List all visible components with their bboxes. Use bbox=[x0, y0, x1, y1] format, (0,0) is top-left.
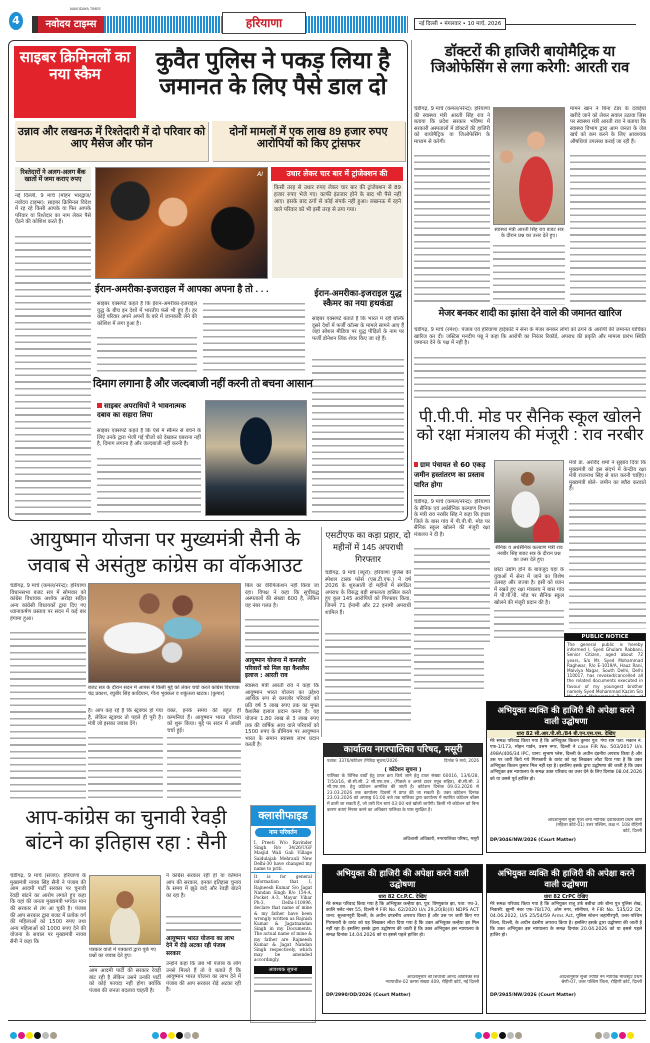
tan-dot bbox=[50, 1032, 57, 1039]
color-registration-marks bbox=[595, 1024, 635, 1043]
sainik-headline: पी.पी.पी. मोड पर सैनिक स्कूल खोलने को रक्षा मंत्रालय की मंजूरी : राव नरबीर bbox=[416, 408, 644, 445]
congress-mlas-photo bbox=[88, 583, 241, 683]
proclamation-notice-2 bbox=[322, 864, 483, 1014]
story4-headline: दिमाग लगाना है और जल्दबाजी नहीं करनी तो बचना आसान bbox=[93, 378, 313, 390]
saini-text-1: चंडीगढ़, 9 मार्च (संजय): हरियाणा के मुख्यमंत्री नायब सिंह सैनी ने पंजाब की आम आदमी पार्टी सरकार पर चुनावी रेवड़ी बांटने का आरोप लगाते हुए कहा कि वहां की जनता मुख्यमंत्री भगवंत मान की सरकार से तंग आ चुकी है। पंजाब की आप सरकार द्वारा बजट में प्रत्येक वर्ग की महिलाओं को 1500 रुपए तथा अन्य महिलाओं को 1000 रुपए देने की योजना के सवाल पर मुख्यमंत्री नायब सैनी ने कहा कि bbox=[10, 873, 86, 945]
tender-meta bbox=[324, 757, 482, 765]
ayushman-text-5: स्वास्थ्य मंत्री आरती राव ने कहा कि आयुष्मान भारत योजना का उद्देश्य आर्थिक रूप से कमजोर परिवारों को प्रति वर्ष 5 लाख रुपए तक का मुफ्त कैशलैस इलाज प्रदान करना है। यह योजना 1.80 लाख से 3 लाख रुपए तक की वार्षिक आय वाले परिवारों को 1500 रुपए के प्रीमियम पर आयुष्मान भारत के समान स्वास्थ्य लाभ प्रदान करती है। bbox=[245, 683, 319, 749]
ayushman-headline: आयुष्मान योजना पर मुख्यमंत्री सैनी के जवाब से असंतुष्ट कांग्रेस का वॉकआउट bbox=[27, 529, 303, 577]
notice-2-title: अभियुक्त की हाजिरी की अपेक्षा करने वाली उद्घोषणा bbox=[323, 865, 482, 893]
notice-1-title: अभियुक्त व्यक्ति की हाजिरी की अपेक्षा करने वाली उद्घोषणा bbox=[487, 702, 645, 730]
story3-headline: ईरान-अमरीका-इजराइल युद्ध स्कैमर का नया हथकंडा bbox=[314, 288, 402, 308]
saini-text-4: उन्होंने कहा कि जब भी पंजाब के लोग उनसे मिलते हैं तो वे बताते हैं कि आयुष्मान भारत योजना का लाभ देने में पंजाब की आप सरकार रोड़े अटका रही है। bbox=[166, 961, 241, 994]
notice-3-text: मेरे समक्ष परिवाद किया गया है कि अभियुक्त राजू उर्फ बबीचा उर्फ बौना पुत्र पुलिस शेख, निवासी: झुग्गी नंबर एफ-78/170, ओम नगर, सोनीपत, ने FIR No. 535/22 Dt. 04.06.2022, U/S 25/54/59 Arms Act, पुलिस स्टेशन जहांगीरपुरी, उत्तर-पश्चिम जिला, दिल्ली, के अधीन दंडनीय अपराध किया है। इसलिए इसके द्वारा उद्घोषणा की जाती है कि उक्त अभियुक्त इस न्यायालय के समक्ष दिनांक 20.04.2026 को या इससे पहले हाजिर हो। bbox=[490, 902, 642, 939]
sainik-text-mid: छोटा उद्योग होने के बावजूद यहां के युवाओं में सेना में जाने का विशेष उत्साह और जज्बा है। इसी को ध्यान में रखते हुए रक्षा मंत्रालय ने बास गांव में पी.पी.पी. मोड पर सैनिक स्कूल खोलने की मंजूरी प्रदान की है। bbox=[494, 567, 564, 606]
magenta-dot bbox=[619, 1032, 626, 1039]
classified-column bbox=[250, 805, 316, 1023]
classified-ad-2: It is for general information that I, Rajneesh Kumar S/o Jagat Nandan Singh R/o 154-A, Pocket A-3, Mayur Vihar Ph-3, Delhi-110096, declare that name of mine & my father have been wrongly written as Rajnish Kumar & Jagatnandan Singh in my Documents. The actual name of mine & my father are Rajneesh Kumar & Jagat Nandan Singh respectively, which may be amended accordingly. bbox=[254, 874, 312, 963]
notice-1-signature: आदेशानुसार सुश्री पूजा शर्मा न्यायिक दंडाधिकारी प्रथम श्रेणी (महिला कोर्ट-01) उत्तर पश्चिम, कक्ष नं. 108 रोहिणी कोर्ट, दिल्ली bbox=[547, 818, 642, 834]
rule-line bbox=[506, 24, 636, 25]
public-notice bbox=[564, 633, 646, 697]
doctors-photo-caption: स्वास्थ्य मंत्री आरती सिंह राव बजट सत्र के दौरान प्रश्न का उत्तर देते हुए। bbox=[494, 227, 564, 240]
classified-notice-title: आवश्यक सूचना bbox=[254, 966, 312, 974]
body-text-lines bbox=[254, 975, 312, 995]
color-registration-marks bbox=[475, 1024, 523, 1043]
body-text-lines bbox=[245, 617, 319, 655]
major-text: चंडीगढ़, 9 मार्च (रमेश): पंजाब एवं हरियाणा हाईकोर्ट ने सेना के मेजर बनकर लोगों को ठगने के आरोपी की जमानत याचिका खारिज कर दी। जस्टिस मनदीप पन्नू ने कहा कि आरोपी का निरंतर रिकॉर्ड, अपराध की प्रकृति और मामला प्रारंभ स्थिति जमानत देने के पक्ष में नहीं है। bbox=[414, 327, 646, 347]
tender-signature: अधिशासी अधिकारी, नगरपालिका परिषद, मसूरी bbox=[402, 837, 479, 842]
cyan-dot bbox=[475, 1032, 482, 1039]
dateline: नई दिल्ली • मंगलवार • 10 मार्च, 2026 bbox=[414, 18, 506, 30]
ayushman-sub: आयुष्मान योजना में कमजोर परिवारों को मिल रहा कैशलैस इलाज : आरती राव bbox=[245, 657, 310, 680]
body-text-lines bbox=[312, 357, 404, 515]
gray-dot bbox=[42, 1032, 49, 1039]
logo-tagline: NAVODAYA TIMES bbox=[70, 7, 101, 11]
body-text-lines bbox=[569, 501, 646, 629]
bottom-rule bbox=[8, 1020, 646, 1021]
lead-side-text: नई दिल्ली, 9 मार्च (मोहन भारद्वाज/नवोदय टाइम्स): साइबर क्रिमिनल विदेश में रह रहे किसी आपके या फिर आपके परिवार या रिश्तेदार का नाम लेकर पैसे ऐंठने की कोशिश करते हैं। bbox=[15, 193, 91, 226]
newspaper-logo: नवोदय टाइम्स bbox=[32, 16, 104, 33]
classified-ad-1: I, Preeti W/o Ravinder Singh R/o 34/26/UGF Masjid Wali Gali Village Saidulajab Mehrauli New Delhi-30 have changed my name to priti. bbox=[251, 839, 315, 873]
body-text-lines bbox=[10, 630, 86, 802]
body-text-lines bbox=[414, 646, 484, 690]
body-text-lines bbox=[203, 301, 305, 375]
sainik-sub bbox=[414, 460, 490, 496]
body-text-lines bbox=[414, 355, 646, 402]
doctors-text-left: चंडीगढ़, 9 मार्च (कमल/नरेन्द्र): हरियाणा की स्वास्थ्य मंत्री आरती सिंह राव ने बताया कि प्रदेश सरकार भविष्य में सरकारी अस्पतालों में डॉक्टरों की हाजिरी को बायोमैट्रिक या जिओफेसिंग के माध्यम से करेगी। bbox=[414, 106, 490, 145]
notice-2-text: मेरे समक्ष परिवाद किया गया है कि अभियुक्त कन्हैया झा, पुत्र: विष्णुकांत झा, पता: एच-3, कालि फ्लैट नंबर 55, दिल्ली ने FIR No. 62/2020 U/s 29,20(B)(II) NDPS ACT थाना: सुल्तानपुरी दिल्ली, के अधीन दण्डनीय अपराध किया है और उस पर जारी किए गए गिरफ्तारी के वारंट को यह लिखकर लौटा दिया गया है कि उक्त अभियुक्त कन्हैया झा मिल नहीं रहा है। इसलिए इसके द्वारा उद्घोषणा की जाती है कि उक्त अभियुक्त इस न्यायालय के समक्ष दिनांक 14.04.2026 को या इससे पहले हाजिर हो। bbox=[326, 902, 479, 939]
notice-3-section: धारा 82 CrPC देखिए bbox=[543, 894, 589, 900]
column-divider bbox=[321, 527, 322, 737]
yellow-dot bbox=[491, 1032, 498, 1039]
gray-dot bbox=[184, 1032, 191, 1039]
notice-1-text: मेरे समक्ष परिवाद किया गया है कि अभियुक्त किशन कुमार पुत्र: गंगा राम पता: मकान नं. एफ-1/173, मोहन गार्डन, उत्तम नगर, दिल्ली ने case FIR No. 503/2017 U/s 498A/406/34 IPC, थाना: सुभाष प्लेस, दिल्ली के अधीन दंडनीय अपराध किया है और उस पर जारी किये गये गिरफ्तारी के वारंट को यह लिखकर लौटा दिया गया है कि उक्त अभियुक्त किशन कुमार मिल नहीं रहा है। इसलिए इसके द्वारा उद्घोषणा की जाती है कि उक्त अभियुक्त इस न्यायालय के समक्ष उक्त परिवाद का उत्तर देने के लिए दिनांक 08.04.2026 को या उससे पूर्व हाजिर हो। bbox=[490, 739, 642, 782]
red-square-icon bbox=[414, 462, 418, 467]
body-text-lines bbox=[15, 234, 91, 516]
color-registration-marks bbox=[10, 1024, 58, 1043]
tender-date: दिनांक 9 मार्च, 2026 bbox=[444, 758, 479, 763]
classified-title: क्लासीफाइड bbox=[251, 806, 315, 826]
lead-photo-ai-scam bbox=[95, 167, 268, 279]
magenta-dot bbox=[483, 1032, 490, 1039]
body-text-lines bbox=[88, 735, 163, 801]
tender-subtitle: ( कोटेशन सूचना ) bbox=[384, 767, 422, 773]
notice-3-title: अभियुक्त व्यक्ति की हाजिरी की अपेक्षा करने वाली उद्घोषणा bbox=[487, 865, 645, 893]
classified-category: नाम परिवर्तन bbox=[255, 828, 311, 837]
notice-2-signature: आदेशानुसार श्री शिवाजी आनंद अतिरिक्त सत्र न्यायाधीश-02 कमरा संख्या 409, रोहिणी कोर्ट, नई दिल्ली bbox=[385, 975, 479, 986]
notice-2-code: DP/2990/OD/2026 (Court Matter) bbox=[326, 993, 411, 998]
cyan-dot bbox=[611, 1032, 618, 1039]
body-text-lines bbox=[414, 153, 490, 305]
magenta-dot bbox=[160, 1032, 167, 1039]
saini-text-3: ने कांग्रेस सरकार रही हो या वर्तमान आप की सरकार, इनका इतिहास चुनाव के समय में झूठे वादे और रेवड़ी बांटने का रहा है। bbox=[166, 873, 241, 899]
tender-ref: पत्रांक: 3376/कोटेशन /निविदा सूचना/2026 bbox=[327, 758, 398, 763]
tender-text: पालिका के विभिन्न वार्डों हेतु टावर क्रय किये जाने हेतु टावर संख्या 60016, 13/6/28, 7/50/16, बी.सी.सी. 2 सी.एफ.एस., (पिछले व अगले टावर एयूब सहित), बी.सी.सी. 3 सी.एफ.एस. हेतु कोटेशन आमंत्रित की जाती है। कोटेशन दिनांक 09.03.2026 से 23.03.2026 तक कार्यालय दिवसों में प्राप्त की जा सकती हैं। उक्त कोटेशन दिनांक 23.03.2026 को अपराह्न 01:00 बजे तक पालिका द्वारा कार्यालय में स्थापित कोटेशन बॉक्स में डाली जा सकती हैं, जो उसी दिन सायं 03:00 बजे खोली जायेंगी। किसी भी कोटेशन को बिना कारण बताएं निरस्त करने का अधिकार पालिका के पास सुरक्षित है। bbox=[327, 774, 479, 813]
story4-sub bbox=[97, 402, 201, 426]
column-divider bbox=[411, 40, 412, 520]
notice-3-signature: आदेशानुसार सुश्री ज्योति नैन न्यायिक मजिस्ट्रेट प्रथम श्रेणी-07, उत्तर पश्चिम जिला, रोहिणी कोर्ट, दिल्ली bbox=[559, 975, 642, 986]
public-notice-text: The general public is hereby informed I, Syed Ghulam Rabbani, Senior Citizen, aged about 72 years, S/o Mr. Syed Mohammad Raghwar, R/o E-1019/A, Hauz Rani, Malviya Nagar, South Delhi, Delhi 110017, has revoked/cancelled all the related documents executed in favour of my youngest brother namely Syed Mohammad Kazim S/o Mr. Syed Mohammad Raghwar, of bbox=[567, 642, 643, 697]
doctors-headline: डॉक्टरों की हाजिरी बायोमैट्रिक या जिओफेसिंग से लगा करेगी: आरती राव bbox=[430, 44, 630, 77]
major-headline: मेजर बनकर शादी का झांसा देने वाले की जमानत खारिज bbox=[438, 308, 622, 319]
sainik-photo-caption: सैनिक व अर्धसैनिक कल्याण मंत्री राव नरबीर सिंह बजट सत्र के दौरान प्रश्न का उत्तर देते हुए। bbox=[495, 545, 563, 564]
story2-text: साइबर एक्सपर्ट कहते हैं कि ईरान-अमरीका-इजराइल युद्ध के बीच इन देशों में भारतीय फंसे भी हुए हैं। हर कोई परिवार अपने अपनों के बारे में जानकारी लेने की कोशिश में लगा हुआ है। bbox=[97, 301, 197, 327]
ayushman-photo-caption: बजट सत्र के दौरान सदन में आपस में किसी मुद्दे को लेकर चर्चा करते कांग्रेस विधायक चंद्र प्रकाश, रघुबीर सिंह कादियान, गीता भुक्कल व शकुंतला खटक। (कुमार) bbox=[88, 685, 240, 698]
red-strip-heading: उधार लेकर चार बार में ट्रांजेक्शन की bbox=[271, 167, 403, 181]
ayushman-text-4: बिल का वेरिफिकेशन नहीं किया जा रहा। विपक्ष ने कहा कि सूचीबद्ध अस्पतालों की संख्या 600 है, लेकिन यह नंबर गलत है। bbox=[245, 583, 319, 609]
cyan-dot bbox=[10, 1032, 17, 1039]
saini-photo-caption: पत्रकार वार्ता में पत्रकारों द्वारा पूछे गए प्रश्नों का जवाब देते हुए। bbox=[89, 947, 157, 960]
story4-text: साइबर एक्सपर्ट कहते हैं कि ऐसे में स्कैमर से बचने के लिए उनके द्वारा भेजी गई चीजों को देखकर घबराना नहीं है, दिमाग लगाना है और जल्दबाजी नहीं करनी है। bbox=[97, 428, 201, 448]
health-minister-photo bbox=[493, 107, 565, 225]
story4-sub-text: साइबर अपराधियों ने भावनात्मक दबाव का सहारा लिया bbox=[97, 402, 186, 419]
tan-dot bbox=[192, 1032, 199, 1039]
yellow-dot bbox=[26, 1032, 33, 1039]
saini-sub: आयुष्मान भारत योजना का लाभ देने में रोड़े अटका रही पंजाब सरकार bbox=[166, 936, 234, 957]
body-text-lines bbox=[325, 631, 411, 725]
masthead bbox=[0, 6, 650, 38]
page-number: 4 bbox=[9, 12, 23, 30]
tan-dot bbox=[595, 1032, 602, 1039]
stf-text: चंडीगढ़, 9 मार्च (ब्यूरो): हरियाणा पुलिस की स्पेशल टास्क फोर्स (एस.टी.एफ.) ने वर्ष 2026 के शुरुआती दो महीनों में संगठित अपराध के विरुद्ध बड़ी सफलता हासिल करते हुए कुल 145 आरोपियों को गिरफ्तार किया, जिनमें 71 ईनामी और 22 इनामी अपराधी शामिल हैं। bbox=[325, 570, 411, 616]
tender-notice bbox=[323, 743, 483, 855]
red-strip-text: किसी तरह से उधार रुपए लेकर चार बार की ट्रांजेक्शन से 89 हजार रुपए भेजे गए। काफी इंतजार होने के बाद भी पैसे नहीं आए। इसके बाद ठगों से कोई संपर्क नहीं हुआ। लखनऊ में रहने वाले परिवार को भी इसी तरह से ठगा गया। bbox=[272, 183, 403, 278]
notice-2-section: धारा 82 Cr.P.C. देखिए bbox=[378, 894, 427, 900]
tan-dot bbox=[515, 1032, 522, 1039]
cm-saini-photo bbox=[89, 875, 161, 945]
saini-headline: आप-कांग्रेस का चुनावी रेवड़ी बांटने का इतिहास रहा : सैनी bbox=[25, 807, 227, 854]
ayushman-text-1: चंडीगढ़, 9 मार्च (कमल/नरेन्द्र): हरियाणा विधानसभा बजट सत्र में सोमवार को कांग्रेस विधायक अशोक अरोड़ा सहित अन्य कांग्रेसी विधायकों द्वारा दिए गए ध्यानाकर्षण प्रस्ताव पर सदन में कई बार हंगामा हुआ। bbox=[10, 583, 86, 622]
public-notice-title: PUBLIC NOTICE bbox=[565, 634, 645, 641]
black-dot bbox=[34, 1032, 41, 1039]
lead-sub-right: दोनों मामलों में एक लाख 89 हजार रुपए आरोपियों को किए ट्रांसफर bbox=[212, 121, 405, 161]
black-dot bbox=[176, 1032, 183, 1039]
body-text-lines bbox=[493, 243, 565, 305]
notice-3-code: DP/2945/NW/2026 (Court Matter) bbox=[490, 993, 576, 998]
yellow-dot bbox=[168, 1032, 175, 1039]
lead-sub-left: उन्नाव और लखनऊ में रिश्तेदारी में दो परिवार को आए मैसेज और फोन bbox=[15, 121, 208, 161]
body-text-lines bbox=[167, 735, 241, 801]
gray-dot bbox=[603, 1032, 610, 1039]
doctors-text-right: मामन खान ने बिना टेंडर के दवाईयां खरीदे जाने को लेकर सवाल उठाया जिस पर स्वास्थ्य मंत्री आरती राव ने बताया कि स्वास्थ्य विभाग द्वारा आम जनता के जेब खर्च को कम करने के लिए आवश्यक औषधियां उपलब्ध कराई जा रही हैं। bbox=[570, 106, 646, 145]
body-text-lines bbox=[97, 456, 201, 516]
yellow-dot bbox=[627, 1032, 634, 1039]
ayushman-text-3: वक्त, इनके समय की बहुत ही कम्पनियां हैं। आयुष्मान भारत योजना को शुरू किया। मुद्दे पर सदन में अच्छी चर्चा हुई। bbox=[167, 708, 241, 734]
body-text-lines bbox=[166, 914, 241, 934]
minister-rao-narbir-photo bbox=[494, 460, 564, 543]
hooded-hacker-photo bbox=[205, 400, 307, 516]
section-tab: हरियाणा bbox=[222, 12, 306, 34]
ayushman-text-2: है। आप कह रहे हैं कि स्ट्रक्चर हो गया है, लेकिन स्ट्रक्चर तो पहले ही पूरी है। मंत्री जो इसका जवाब देंगे। bbox=[88, 708, 163, 728]
proclamation-notice-1 bbox=[486, 701, 646, 853]
ai-badge: AI bbox=[257, 171, 263, 178]
body-text-lines bbox=[97, 335, 197, 375]
notice-1-code: DP/3046/NW/2026 (Court Matter) bbox=[490, 838, 576, 843]
notice-1-section: धारा 82 सी.आर.पी.सी./84 बी.एन.एस.एस. देखिए bbox=[487, 730, 645, 738]
color-registration-marks bbox=[152, 1024, 200, 1043]
sainik-text-right: मेयो डा. अरविंद शर्मा ने सुझाव दिया कि मुख्यमंत्री को इस संदर्भ में केन्द्रीय रक्षा मंत्री राजनाथ सिंह से बात करनी चाहिए। मुख्यमंत्री बोले- जमीन का ब्यौरा करवाते हैं। bbox=[569, 460, 646, 493]
sainik-text-left: चंडीगढ़, 9 मार्च (कमल/नरेन्द्र): हरियाणा के सैनिक एवं अर्धसैनिक कल्याण विभाग के मंत्री राव नरबीर सिंह ने कहा कि इच्छा जिले के बास गांव में पी.पी.पी. मोड पर सैनिक स्कूल खोलने की मंजूरी रक्षा मंत्रालय ने दी है। bbox=[414, 499, 490, 538]
red-square-icon bbox=[97, 403, 102, 408]
black-dot bbox=[499, 1032, 506, 1039]
gray-dot bbox=[507, 1032, 514, 1039]
magenta-dot bbox=[18, 1032, 25, 1039]
story2-headline: ईरान-अमरीका-इजराइल में आपका अपना है तो . . . bbox=[95, 284, 269, 295]
tender-title: कार्यालय नगरपालिका परिषद, मसूरी bbox=[324, 744, 482, 757]
sainik-sub-text: ग्राम पंचायत से 60 एकड़ जमीन हस्तांतरण का प्रस्ताव पारित होगा bbox=[414, 461, 486, 489]
lead-side-head: रिश्तेदारों ने अलग-अलग बैंक खातों में जमा कराए रुपए bbox=[15, 167, 91, 191]
proclamation-notice-3 bbox=[486, 864, 646, 1014]
lead-kicker: साइबर क्रिमिनलों का नया स्कैम bbox=[14, 46, 136, 118]
cyan-dot bbox=[152, 1032, 159, 1039]
body-text-lines bbox=[414, 546, 490, 642]
story3-text: साइबर एक्सपर्ट बताते हैं कि भारत में रही बल्कि दूसरे देशों में फर्जी कॉल्स के मामले सामने आए हैं जहां सोशल मीडिया पर युद्ध पीड़ितों के नाम पर फर्जी डोनेशन लिंक शेयर किए जा रहे हैं। bbox=[312, 316, 404, 342]
body-text-lines bbox=[570, 153, 646, 305]
lead-headline: कुवैत पुलिस ने पकड़ लिया है जमानत के लिए पैसे डाल दो bbox=[155, 47, 391, 99]
stf-headline: एसटीएफ का कड़ा प्रहार, दो महीनों में 145 अपराधी गिरफ्तार bbox=[325, 530, 411, 564]
body-text-lines bbox=[494, 608, 564, 642]
saini-text-2: आम आदमी पार्टी की सरकार रेवड़ी बांट रही है लेकिन उसने उनकी पार्टी को कोई फायदा नहीं होगा क्योंकि पंजाब की जनता बदलाव चाहती है। bbox=[89, 966, 161, 1022]
